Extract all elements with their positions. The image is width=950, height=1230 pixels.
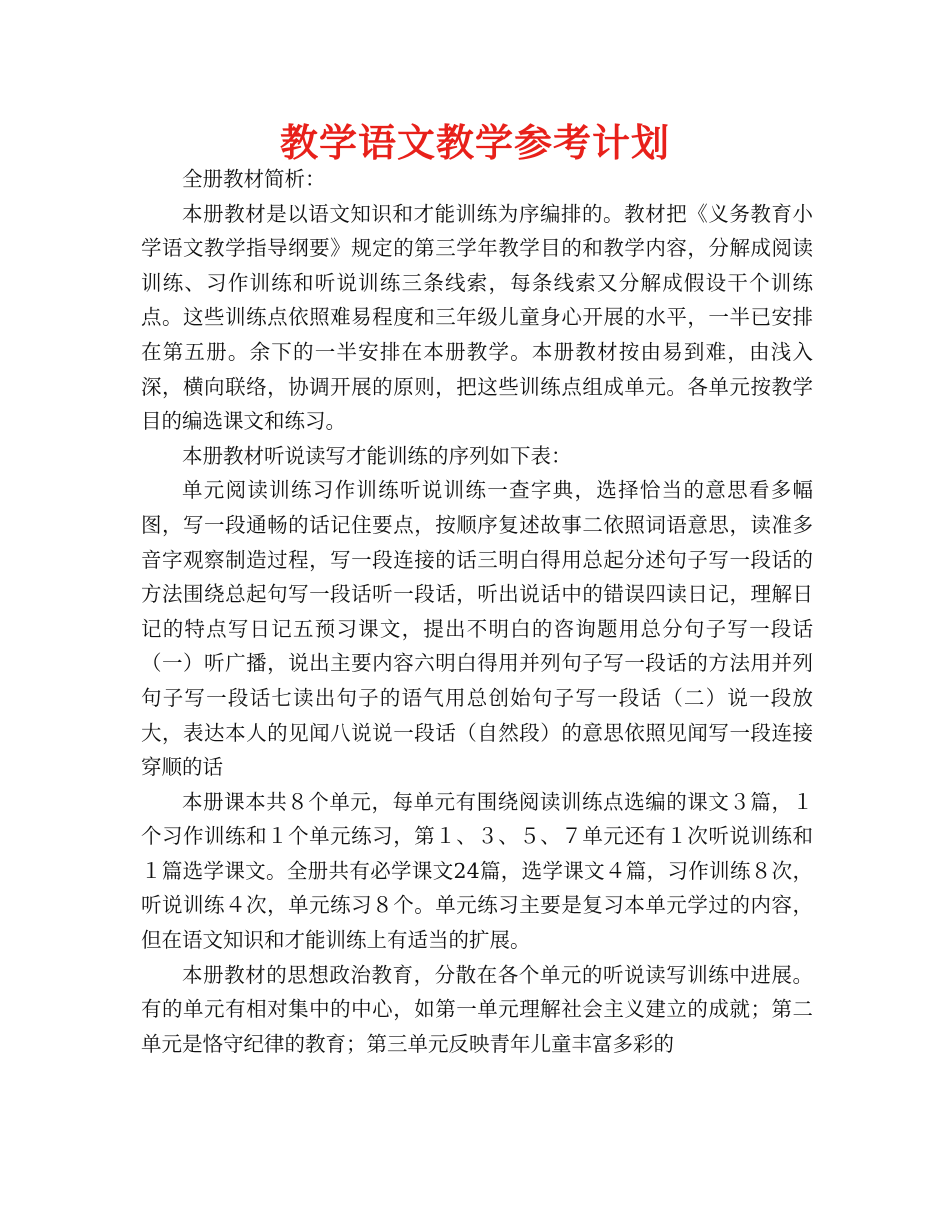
paragraph-unit-structure: 本册课本共８个单元，每单元有围绕阅读训练点选编的课文３篇，１个习作训练和１个单元练习，第１、３、５、７单元还有１次听说训练和１篇选学课文。全册共有必学课文24篇，选学课文４篇，习作训练８次，听说训练４次，单元练习８个。单元练习主要是复习本单元学过的内容，但在语文知识和才能训练上有适当的扩展。 — [141, 789, 813, 953]
paragraph-material-overview: 本册教材是以语文知识和才能训练为序编排的。教材把《义务教育小学语文教学指导纲要》规定的第三学年教学目的和教学内容，分解成阅读训练、习作训练和听说训练三条线索，每条线索又分解成假设干个训练点。这些训练点依照难易程度和三年级儿童身心开展的水平，一半已安排在第五册。余下的一半安排在本册教学。本册教材按由易到难，由浅入深，横向联络，协调开展的原则，把这些训练点组成单元。各单元按教学目的编选课文和练习。 — [141, 201, 813, 434]
document-body — [141, 162, 813, 1061]
paragraph-training-sequence: 单元阅读训练习作训练听说训练一查字典，选择恰当的意思看多幅图，写一段通畅的话记住要点，按顺序复述故事二依照词语意思，读准多音字观察制造过程，写一段连接的话三明白得用总起分述句子写一段话的方法围绕总起句写一段话听一段话，听出说话中的错误四读日记，理解日记的特点写日记五预习课文，提出不明白的咨询题用总分句子写一段话（一）听广播，说出主要内容六明白得用并列句子写一段话的方法用并列句子写一段话七读出句子的语气用总创始句子写一段话（二）说一段放大，表达本人的见闻八说说一段话（自然段）的意思依照见闻写一段连接穿顺的话 — [141, 478, 813, 780]
paragraph-sequence-heading: 本册教材听说读写才能训练的序列如下表： — [182, 443, 572, 468]
paragraph-ideological-education: 本册教材的思想政治教育，分散在各个单元的听说读写训练中进展。有的单元有相对集中的中心，如第一单元理解社会主义建立的成就；第二单元是恪守纪律的教育；第三单元反映青年儿童丰富多彩的 — [141, 962, 813, 1056]
document-title: 教学语文教学参考计划 — [279, 121, 670, 165]
paragraph-intro-heading: 全册教材简析： — [182, 167, 326, 191]
